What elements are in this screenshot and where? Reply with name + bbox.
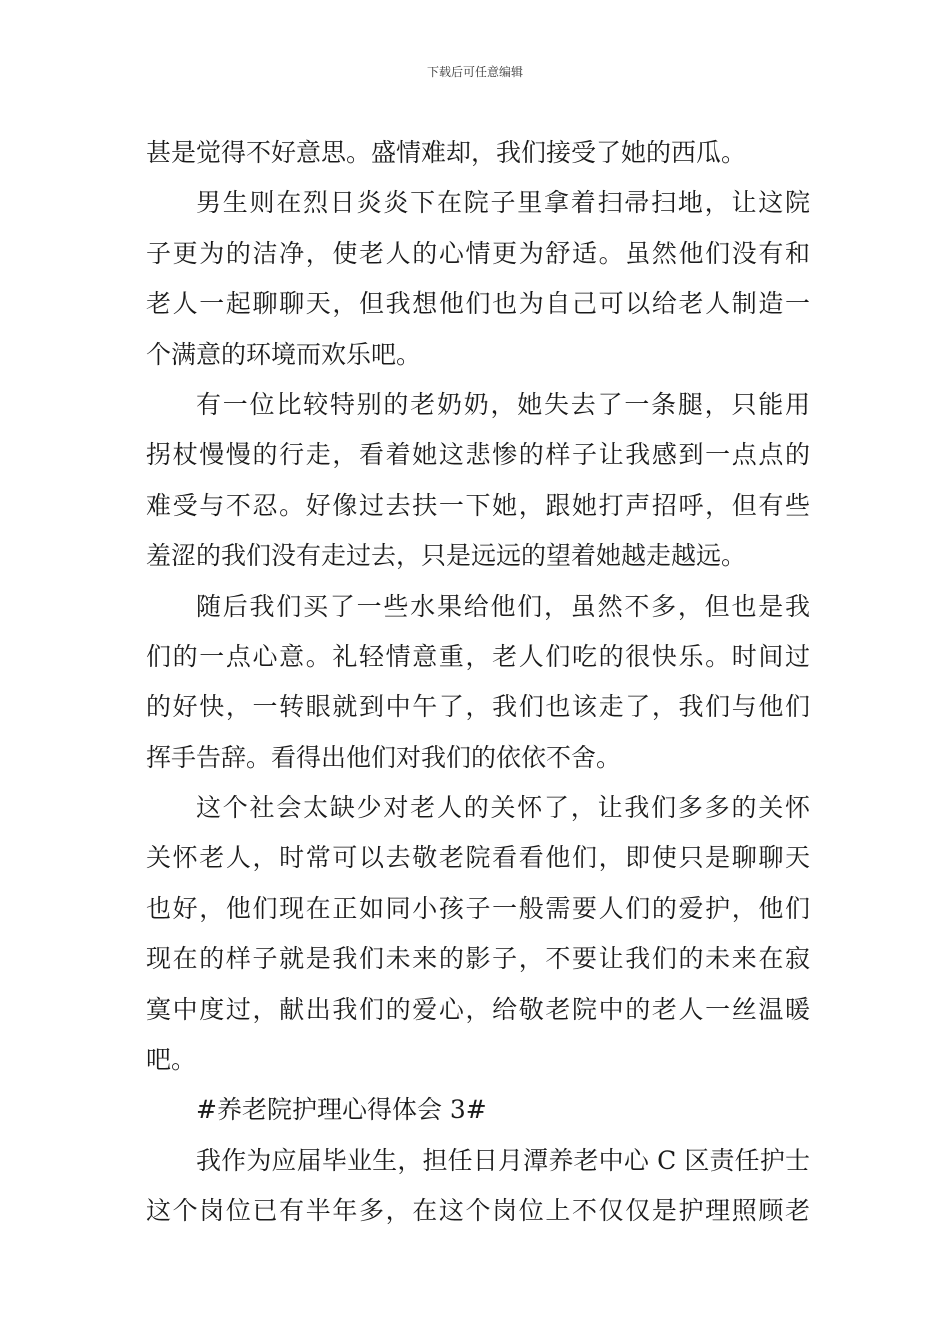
text-line: 也好，他们现在正如同小孩子一般需要人们的爱护，他们 bbox=[146, 893, 810, 923]
text-line: 个满意的环境而欢乐吧。 bbox=[146, 339, 422, 369]
text-line: 这个岗位已有半年多，在这个岗位上不仅仅是护理照顾老 bbox=[146, 1196, 810, 1226]
text-line: #养老院护理心得体会 3# bbox=[196, 1095, 487, 1125]
document-body bbox=[146, 128, 810, 1237]
section-heading bbox=[146, 1085, 810, 1135]
text-line: 我作为应届毕业生，担任日月潭养老中心 C 区责任护士 bbox=[196, 1145, 810, 1175]
text-line: 有一位比较特别的老奶奶，她失去了一条腿，只能用 bbox=[196, 389, 810, 419]
text-line: 挥手告辞。看得出他们对我们的依依不舍。 bbox=[146, 742, 622, 772]
page-header: 下载后可任意编辑 bbox=[426, 65, 523, 79]
paragraph bbox=[146, 128, 810, 178]
text-line: 的好快，一转眼就到中午了，我们也该走了，我们与他们 bbox=[146, 692, 810, 722]
text-line: 老人一起聊聊天，但我想他们也为自己可以给老人制造一 bbox=[146, 289, 810, 319]
text-line: 羞涩的我们没有走过去，只是远远的望着她越走越远。 bbox=[146, 541, 747, 571]
paragraph bbox=[146, 582, 810, 784]
text-line: 寞中度过，献出我们的爱心，给敬老院中的老人一丝温暖 bbox=[146, 994, 810, 1024]
text-line: 子更为的洁净，使老人的心情更为舒适。虽然他们没有和 bbox=[146, 238, 810, 268]
text-line: 甚是觉得不好意思。盛情难却，我们接受了她的西瓜。 bbox=[146, 138, 747, 167]
text-line: 吧。 bbox=[146, 1045, 197, 1075]
paragraph bbox=[146, 1136, 810, 1237]
text-line: 这个社会太缺少对老人的关怀了，让我们多多的关怀 bbox=[196, 793, 810, 823]
paragraph bbox=[146, 783, 810, 1085]
text-line: 难受与不忍。好像过去扶一下她，跟她打声招呼，但有些 bbox=[146, 490, 810, 520]
text-line: 拐杖慢慢的行走，看着她这悲惨的样子让我感到一点点的 bbox=[146, 440, 810, 470]
text-line: 随后我们买了一些水果给他们，虽然不多，但也是我 bbox=[196, 591, 810, 621]
paragraph bbox=[146, 380, 810, 582]
text-line: 关怀老人，时常可以去敬老院看看他们，即使只是聊聊天 bbox=[146, 843, 810, 873]
text-line: 们的一点心意。礼轻情意重，老人们吃的很快乐。时间过 bbox=[146, 641, 810, 671]
text-line: 男生则在烈日炎炎下在院子里拿着扫帚扫地，让这院 bbox=[196, 188, 810, 218]
paragraph bbox=[146, 178, 810, 380]
text-line: 现在的样子就是我们未来的影子，不要让我们的未来在寂 bbox=[146, 944, 810, 974]
